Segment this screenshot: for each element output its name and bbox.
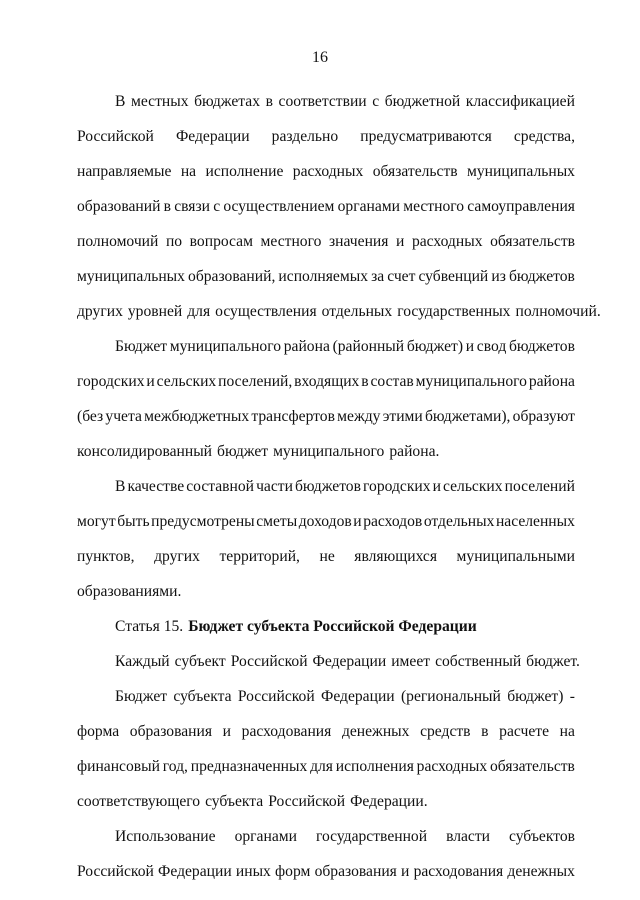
- text-line: [77, 679, 575, 714]
- word: (региональный: [400, 688, 501, 705]
- word: Бюджет: [115, 338, 168, 355]
- word: собственный: [435, 653, 522, 670]
- text-line: [77, 644, 580, 679]
- word: -: [569, 688, 575, 705]
- word: территорий,: [219, 548, 300, 565]
- text-line: [77, 399, 575, 434]
- word: Бюджет: [115, 688, 168, 705]
- word: образований: [77, 198, 161, 215]
- word: сметы: [256, 513, 298, 530]
- word: соответствующего: [77, 793, 201, 810]
- word: Использование: [115, 828, 216, 845]
- word: вопросам: [189, 233, 253, 250]
- word: и: [396, 233, 405, 250]
- word: других: [154, 548, 200, 565]
- word: образования: [129, 723, 213, 740]
- word: бюджет): [507, 688, 564, 705]
- word: Федерации: [158, 863, 232, 880]
- word: исполнения: [335, 758, 414, 775]
- word: свод: [476, 338, 507, 355]
- word: предусматриваются: [360, 128, 492, 145]
- word: расходования: [241, 723, 332, 740]
- word: за: [371, 268, 385, 285]
- word: органами: [337, 198, 400, 215]
- word: района: [528, 373, 575, 390]
- paragraph-p4: [77, 644, 580, 679]
- word: осуществления: [215, 303, 317, 320]
- word: из: [491, 268, 506, 285]
- word: год,: [162, 758, 188, 775]
- text-line: [77, 119, 575, 154]
- text-line: [77, 854, 575, 889]
- word: и: [146, 373, 155, 390]
- article-title: Бюджет субъекта Российской Федерации: [188, 618, 477, 635]
- text-line: [77, 434, 575, 469]
- document-body: [77, 84, 601, 889]
- text-line: [77, 784, 575, 819]
- word: этими: [382, 408, 423, 425]
- word: расходования: [413, 863, 504, 880]
- word: поселений: [504, 478, 575, 495]
- word: консолидированный: [77, 443, 213, 460]
- word: форм: [275, 863, 311, 880]
- word: сельских: [156, 373, 217, 390]
- word: значения: [329, 233, 389, 250]
- word: на: [180, 163, 197, 180]
- word: Федерации: [321, 688, 395, 705]
- word: образований,: [188, 268, 276, 285]
- word: счет: [387, 268, 416, 285]
- word: и: [432, 478, 441, 495]
- word: государственной: [315, 828, 428, 845]
- word: государственных: [397, 303, 511, 320]
- word: Федерации.: [350, 793, 428, 810]
- word: полномочий: [77, 233, 159, 250]
- word: Российской: [268, 793, 346, 810]
- word: (районный: [332, 338, 405, 355]
- word: не: [319, 548, 335, 565]
- word: и: [401, 863, 410, 880]
- text-line: [77, 224, 575, 259]
- paragraph-p6: [77, 819, 575, 889]
- word: образованиями.: [77, 583, 182, 600]
- word: иных: [235, 863, 271, 880]
- word: района.: [389, 443, 440, 460]
- word: расходов: [363, 513, 423, 530]
- word: бюджетах: [194, 93, 261, 110]
- word: быть: [117, 513, 150, 530]
- text-line: [77, 714, 575, 749]
- word: бюджетами),: [424, 408, 511, 425]
- text-line: [77, 819, 575, 854]
- word: Российской: [77, 863, 154, 880]
- word: власти: [446, 828, 491, 845]
- word: денежных: [341, 723, 410, 740]
- word: и: [222, 723, 232, 740]
- word: для: [187, 303, 211, 320]
- word: В: [115, 93, 126, 110]
- word: муниципальными: [456, 548, 575, 565]
- word: образуют: [512, 408, 575, 425]
- word: качестве: [127, 478, 185, 495]
- word: муниципальных: [467, 163, 575, 180]
- word: финансовый: [77, 758, 160, 775]
- word: (без: [77, 408, 104, 425]
- word: самоуправления: [467, 198, 575, 215]
- word: по: [165, 233, 183, 250]
- word: Российской: [77, 128, 154, 145]
- text-line: [77, 189, 575, 224]
- word: могут: [77, 513, 116, 530]
- page-number: 16: [312, 49, 328, 66]
- word: полномочий.: [515, 303, 601, 320]
- word: связи: [174, 198, 210, 215]
- word: межбюджетных: [144, 408, 250, 425]
- word: В: [115, 478, 126, 495]
- word: предусмотрены: [151, 513, 255, 530]
- word: исполнение: [205, 163, 284, 180]
- word: отдельных: [423, 513, 495, 530]
- word: других: [77, 303, 123, 320]
- text-line: [77, 259, 575, 294]
- paragraph-p2: [77, 329, 575, 469]
- word: субъектов: [509, 828, 575, 845]
- paragraph-p1: [77, 84, 601, 329]
- word: бюджетов: [508, 268, 575, 285]
- word: пунктов,: [77, 548, 135, 565]
- text-line: [77, 154, 575, 189]
- word: бюджетов: [294, 478, 361, 495]
- word: в: [361, 373, 369, 390]
- word: в: [481, 723, 489, 740]
- word: субъекта: [205, 793, 264, 810]
- word: доходов: [298, 513, 352, 530]
- word: района: [283, 338, 330, 355]
- word: имеет: [391, 653, 431, 670]
- word: поселений,: [218, 373, 293, 390]
- text-line: [77, 469, 575, 504]
- text-line: [77, 364, 575, 399]
- word: средства,: [513, 128, 575, 145]
- word: расчете: [499, 723, 549, 740]
- word: соответствии: [278, 93, 367, 110]
- word: Федерации: [312, 653, 387, 670]
- word: учета: [105, 408, 142, 425]
- article-heading: [77, 609, 575, 644]
- word: для: [310, 758, 333, 775]
- word: местных: [130, 93, 189, 110]
- word: субъекта: [173, 688, 232, 705]
- word: муниципального: [169, 338, 282, 355]
- word: с: [213, 198, 221, 215]
- word: обязательств: [490, 758, 575, 775]
- word: расходных: [416, 758, 488, 775]
- word: в: [163, 198, 172, 215]
- word: сельских: [443, 478, 503, 495]
- word: расходных: [292, 163, 364, 180]
- word: бюджет): [406, 338, 464, 355]
- word: субвенций: [418, 268, 489, 285]
- word: осуществлением: [223, 198, 335, 215]
- word: обязательств: [372, 163, 458, 180]
- word: бюджетов: [508, 338, 575, 355]
- word: классификацией: [465, 93, 575, 110]
- word: бюджет: [217, 443, 269, 460]
- text-line: [77, 84, 575, 119]
- word: предназначенных: [190, 758, 308, 775]
- word: являющихся: [354, 548, 438, 565]
- word: части: [256, 478, 293, 495]
- word: местного: [403, 198, 465, 215]
- word: и: [353, 513, 362, 530]
- word: на: [559, 723, 575, 740]
- text-line: [77, 294, 601, 329]
- word: форма: [77, 723, 120, 740]
- word: трансфертов: [251, 408, 335, 425]
- paragraph-p5: [77, 679, 575, 819]
- text-line: [77, 574, 575, 609]
- word: Российской: [230, 653, 308, 670]
- word: муниципального: [273, 443, 385, 460]
- word: уровней: [127, 303, 183, 320]
- word: субъект: [174, 653, 226, 670]
- text-line: [77, 749, 575, 784]
- text-line: [77, 504, 575, 539]
- word: образования: [314, 863, 397, 880]
- word: городских: [363, 478, 431, 495]
- word: отдельных: [321, 303, 393, 320]
- word: с: [372, 93, 380, 110]
- word: Федерации: [175, 128, 250, 145]
- word: Каждый: [115, 653, 170, 670]
- word: входящих: [294, 373, 360, 390]
- word: Российской: [237, 688, 315, 705]
- word: и: [465, 338, 475, 355]
- word: направляемые: [77, 163, 172, 180]
- word: раздельно: [271, 128, 339, 145]
- word: состав: [370, 373, 414, 390]
- word: органами: [234, 828, 297, 845]
- word: городских: [77, 373, 145, 390]
- word: муниципальных: [77, 268, 185, 285]
- word: расходных: [411, 233, 483, 250]
- word: составной: [186, 478, 255, 495]
- word: бюджетной: [384, 93, 461, 110]
- word: денежных: [507, 863, 575, 880]
- word: населенных: [495, 513, 575, 530]
- word: между: [337, 408, 381, 425]
- paragraph-p3: [77, 469, 575, 609]
- word: бюджет.: [526, 653, 580, 670]
- word: в: [265, 93, 273, 110]
- word: исполняемых: [278, 268, 368, 285]
- word: средств: [420, 723, 471, 740]
- word: местного: [260, 233, 322, 250]
- text-line: [77, 539, 575, 574]
- word: муниципального: [415, 373, 527, 390]
- article-number: Статья 15.: [115, 618, 184, 635]
- word: обязательств: [490, 233, 575, 250]
- text-line: [77, 329, 575, 364]
